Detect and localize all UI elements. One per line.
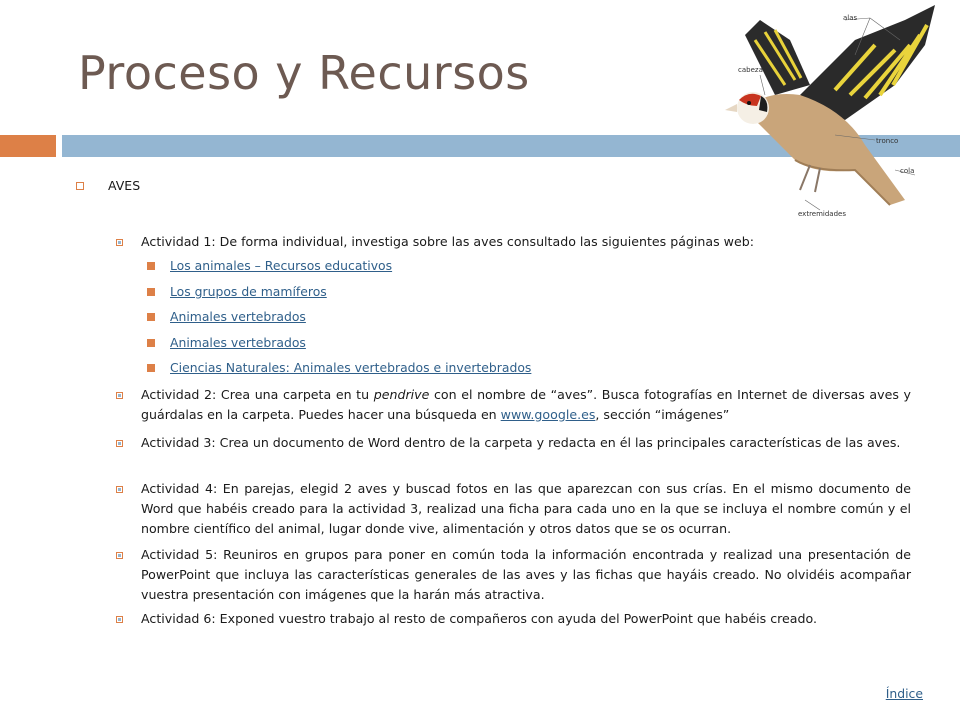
square-bullet-icon (116, 552, 123, 559)
accent-bar-orange (0, 135, 56, 157)
link-grupos-mamiferos[interactable]: Los grupos de mamíferos (170, 284, 327, 299)
activity-3: Actividad 3: Crea un documento de Word dentro de la carpeta y redacta en él las principales características de las aves. (141, 433, 911, 453)
activity-2: Actividad 2: Crea una carpeta en tu pendrive con el nombre de “aves”. Busca fotografías en Internet de diversas aves y guárdalas en la carpeta. Puedes hacer una búsqueda en www.google.es, sección “imágenes” (141, 385, 911, 425)
square-bullet-icon (116, 239, 123, 246)
link-google[interactable]: www.google.es (500, 407, 596, 422)
label-tronco: tronco (876, 137, 899, 145)
link-item-4 (170, 335, 306, 350)
square-bullet-icon (116, 616, 123, 623)
activity-4: Actividad 4: En parejas, elegid 2 aves y buscad fotos en las que aparezcan con sus crías. En el mismo documento de Word que habéis creado para la actividad 3, realizad una ficha para cada uno en la que se incluya el nombre común y el nombre científico del animal, lugar donde vive, alimentación y otros datos que se os ocurran. (141, 479, 911, 539)
filled-square-bullet-icon (147, 288, 155, 296)
link-item-3 (170, 309, 306, 324)
link-ciencias-naturales[interactable]: Ciencias Naturales: Animales vertebrados e invertebrados (170, 360, 532, 375)
link-animales-vertebrados-1[interactable]: Animales vertebrados (170, 309, 306, 324)
bird-illustration (705, 0, 960, 225)
filled-square-bullet-icon (147, 313, 155, 321)
link-animales-recursos[interactable]: Los animales – Recursos educativos (170, 258, 393, 273)
filled-square-bullet-icon (147, 364, 155, 372)
section-label: AVES (108, 178, 141, 193)
activity-5: Actividad 5: Reuniros en grupos para poner en común toda la información encontrada y realizad una presentación de PowerPoint que incluya las características generales de las aves y las fichas que hayáis creado. No olvidéis acompañar vuestra presentación con imágenes que la harán más atractiva. (141, 545, 911, 605)
square-bullet-icon (116, 440, 123, 447)
index-link[interactable]: Índice (885, 686, 923, 701)
link-item-1 (170, 258, 392, 273)
link-item-2 (170, 284, 327, 299)
activity-1: Actividad 1: De forma individual, investiga sobre las aves consultado las siguientes páginas web: (141, 232, 911, 252)
label-cola: cola (900, 167, 915, 175)
label-cabeza: cabeza (738, 66, 763, 74)
square-bullet-icon (76, 182, 84, 190)
label-extremidades: extremidades (798, 210, 846, 218)
slide-title: Proceso y Recursos (78, 46, 530, 100)
label-alas: alas (843, 14, 858, 22)
filled-square-bullet-icon (147, 262, 155, 270)
link-animales-vertebrados-2[interactable]: Animales vertebrados (170, 335, 306, 350)
square-bullet-icon (116, 486, 123, 493)
filled-square-bullet-icon (147, 339, 155, 347)
square-bullet-icon (116, 392, 123, 399)
link-item-5 (170, 360, 531, 375)
activity-6: Actividad 6: Exponed vuestro trabajo al resto de compañeros con ayuda del PowerPoint que habéis creado. (141, 609, 911, 629)
section-aves (108, 178, 140, 193)
